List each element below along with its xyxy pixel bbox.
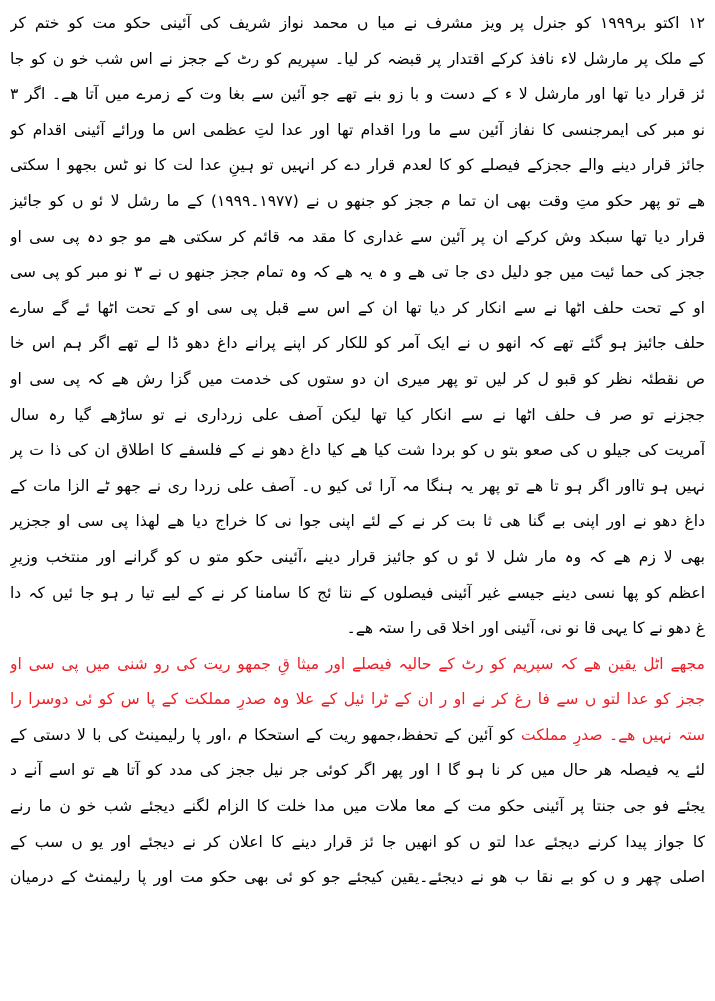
text-line: ص نقطئہ نظر کو قبو ل کر لیں تو پھر میری ان دو ستوں کی خدمت میں گزا رش ھے کہ پی سی او (10, 369, 705, 388)
text-line: ئز قرار دیا تھا اور مارشل لا ء کے دست و با زو بنے تھے جو آئین سے بغا وت کے زمرے میں آتا ھے۔ اگر ۳ (10, 85, 705, 104)
text-line: کے ملک پر مارشل لاء نافذ کرکے اقتدار پر قبضہ کر لیا۔ سپریم کو رٹ کے ججز نے اس شب خو ن کو جا (10, 49, 705, 68)
text-line: ھے تو پھر حکو متِ وقت بھی ان تما م ججز کو جنھو ں نے (۱۹۷۷۔۱۹۹۹) کے ما رشل لا ئو ں کو جائیز (10, 191, 705, 210)
text-line: ۱۲ اکتو بر۱۹۹۹ کو جنرل پر ویز مشرف نے میا ں محمد نواز شریف کی آئینی حکو مت کو ختم کر (10, 14, 705, 32)
text-line: نہیں ہو تااور اگر ہو تا ھے تو پھر یہ ہنگا مہ آرا ئی کیو ں۔ آصف علی زردا ری نے جھو ٹے الزا مات کے (10, 476, 705, 495)
text-line: آمریت کی جیلو ں کی صعو بتو ں کو بردا شت کیا ھے کیا داغ دھو نے کے فلسفے کا اطلاق ان کی ذا ت پر (10, 441, 705, 460)
text-line: ججز کی حما ئیت میں جو دلیل دی جا تی ھے و ہ یہ ھے کہ وہ تمام ججز جنھو ں نے ۳ نو مبر کو پی سی (10, 263, 705, 282)
mixed-color-line (10, 718, 705, 754)
text-segment: کو آئین کے تحفظ،جمھو ریت کے استحکا م ،اور پا رلیمینٹ کی با لا دستی کے (10, 725, 522, 744)
text-line: لئے یہ فیصلہ ھر حال میں کر نا ہو گا ا اور پھر اگر کوئی جر نیل ججز کی مدد کو آتا ھے تو اسے آنے د (10, 761, 705, 780)
text-line: یجئے فو جی جنتا پر آئینی حکو مت کے معا ملات میں مدا خلت کا الزام لگنے دیجئے شب خو ن ما رنے (10, 797, 705, 816)
text-line: او کے تحت حلف اٹھا نے سے انکار کر دیا تھا ان کے اس سے قبل پی سی او کے تحت اٹھا ئے گے سارے (10, 298, 705, 317)
highlighted-text-line: مجھے اٹل یقین ھے کہ سپریم کو رٹ کے حالیہ فیصلے اور میثا قِ جمھو ریت کی رو شنی میں پی سی او (10, 654, 705, 673)
text-line: جائز قرار دینے والے ججزکے فیصلے کو کا لعدم قرار دے کر انہیں تو ہینِ عدا لت کا نو ٹس بجھو ا سکتی (10, 156, 705, 175)
highlighted-text-segment: ستہ نہیں ھے۔ صدرِ مملکت (521, 725, 705, 744)
text-line: بھی لا زم ھے کہ وہ مار شل لا ئو ں کو جائیز قرار دینے ،آئینی حکو متو ں کو گرانے اور منتخب وزیرِ (10, 547, 705, 566)
paragraph-end-line: غ دھو نے کا یہی قا نو نی، آئینی اور اخلا قی را ستہ ھے۔ (346, 619, 705, 638)
text-line: ججزنے تو صر ف حلف اٹھا نے سے انکار کیا تھا لیکن آصف علی زرداری نے تو ساڑھے گیا رہ سال (10, 405, 705, 424)
text-line: کا جواز پیدا کرنے دیجئے عدا لتو ں کو انھیں جا ئز قرار دینے کا اعلان کر نے دیجئے اور یو ں سب کے (10, 832, 705, 851)
highlighted-text-line: ججز کو عدا لتو ں سے فا رغ کر نے او ر ان کے ٹرا ئیل کے علا وہ صدرِ مملکت کے پا س کو ئی دوسرا را (10, 690, 705, 709)
text-line: اعظم کو پھا نسی دینے جیسے غیر آئینی فیصلوں کے نتا ئج کا سامنا کر نے کے لیے تیا ر ہو جا ئیں کہ دا (10, 583, 705, 602)
text-line: حلف جائیز ہو گئے تھے کہ انھو ں نے ایک آمر کو للکار کر اپنے پرانے داغ دھو ڈا لے تھے اگر ہم اس خا (10, 334, 705, 353)
text-line: اصلی چھر و ں کو بے نقا ب ھو نے دیجئے۔یقین کیجئے جو کو ئی بھی حکو مت اور پا رلیمنٹ کے درمیان (10, 868, 705, 887)
text-line: نو مبر کی ایمرجنسی کا نفاز آئین سے ما ورا اقدام تھا اور عدا لتِ عظمی اس ما ورائے آئینی اقدام کو (10, 120, 705, 139)
text-line: قرار دیا تھا سبکد وش کرکے ان پر آئین سے غداری کا مقد مہ قائم کر سکتی ھے مو جو دہ پی سی او (10, 227, 705, 246)
text-line: داغ دھو نے اور اپنی بے گنا ھی ثا بت کر نے کے لئے اپنی جوا نی کا خراج دیا ھے لھذا پی سی او ججزپر (10, 512, 705, 531)
